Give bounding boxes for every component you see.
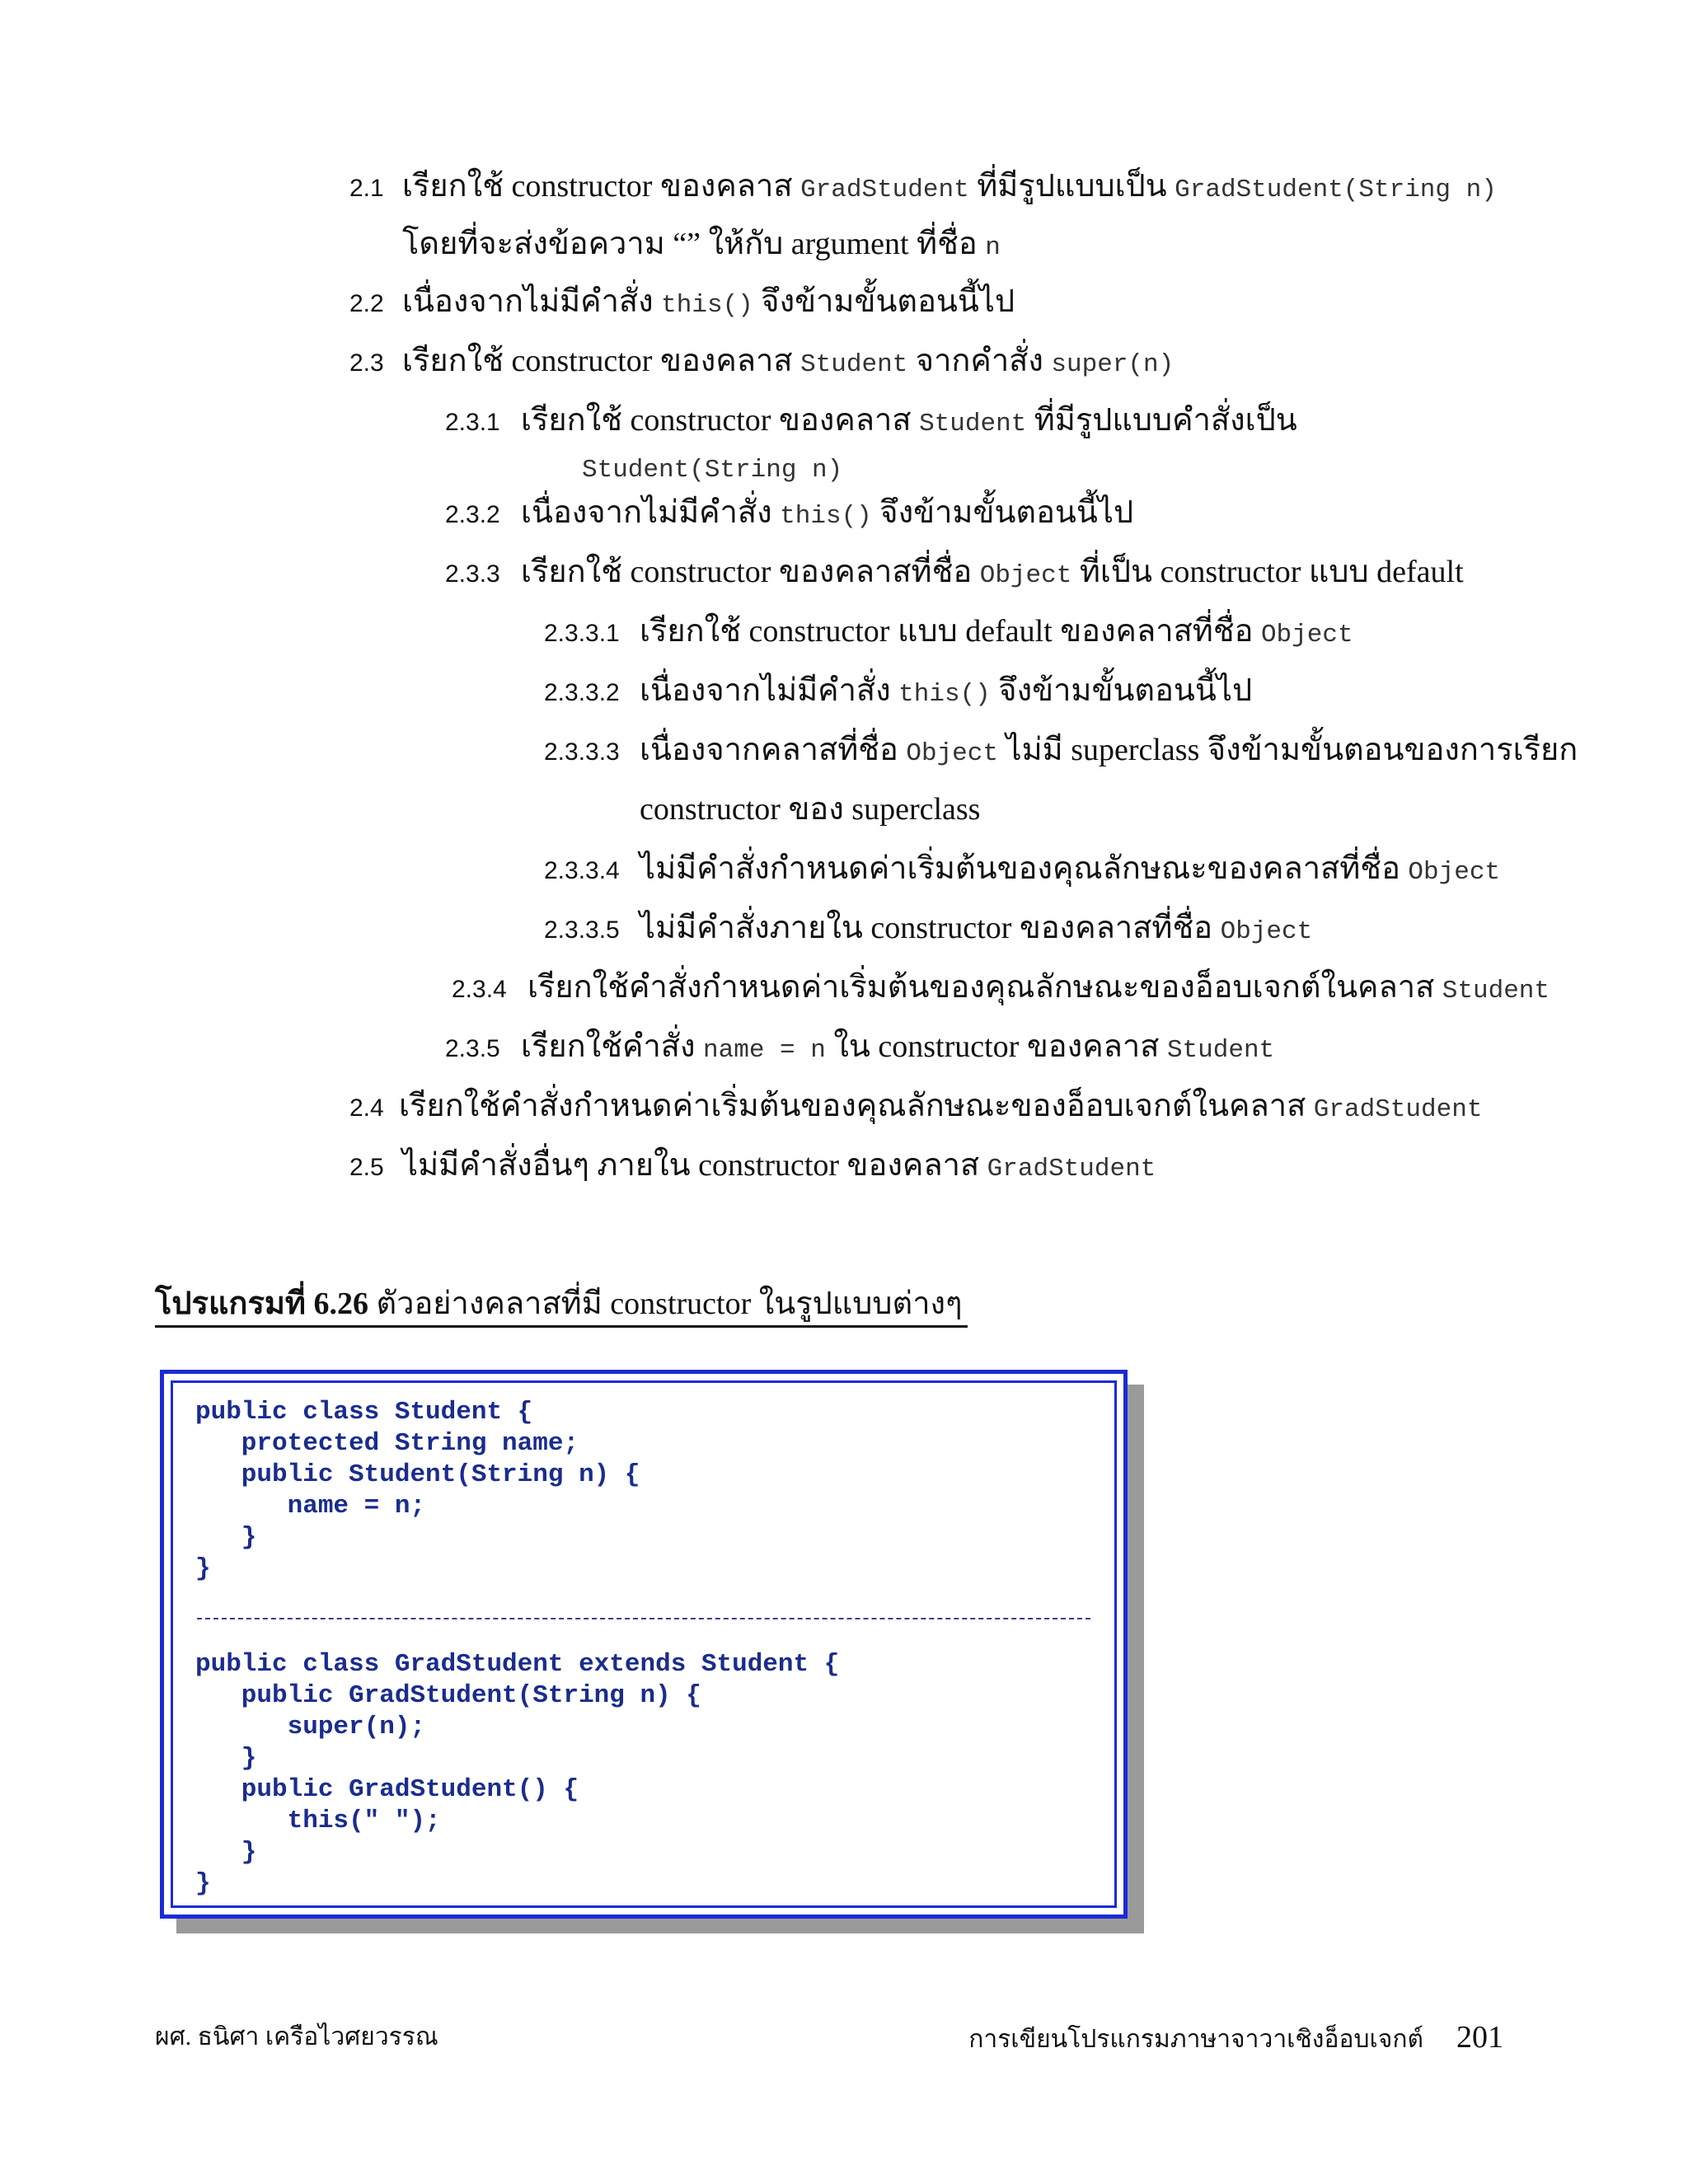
step-2-2 <box>349 280 1015 327</box>
step-text: ที่มีรูปแบบเป็น <box>968 169 1175 204</box>
step-2-3-3-3-cont <box>640 788 980 831</box>
footer-book-title: การเขียนโปรแกรมภาษาจาวาเชิงอ็อบเจกต์ <box>968 2026 1423 2053</box>
inline-code: Student <box>800 350 908 379</box>
code-line: public GradStudent() { <box>195 1775 579 1804</box>
step-text: เรียกใช้ constructor แบบ default ของคลาสที่ชื่อ <box>640 614 1261 649</box>
step-text: ที่เป็น constructor แบบ default <box>1071 555 1464 589</box>
code-line: public class GradStudent extends Student { <box>195 1650 840 1679</box>
step-text: เนื่องจากคลาสที่ชื่อ <box>640 733 907 767</box>
step-text: ไม่มีคำสั่งภายใน constructor ของคลาสที่ชื่อ <box>640 911 1221 945</box>
code-line: this(" "); <box>195 1807 441 1835</box>
step-text: เนื่องจากไม่มีคำสั่ง <box>402 284 662 319</box>
code-line: public GradStudent(String n) { <box>195 1681 701 1710</box>
step-text: จึงข้ามขั้นตอนนี้ไป <box>871 495 1134 530</box>
step-number: 2.5 <box>349 1154 384 1181</box>
inline-code: Object <box>906 739 998 768</box>
step-2-3-3 <box>445 551 1464 598</box>
step-text: จึงข้ามขั้นตอนนี้ไป <box>990 673 1253 708</box>
step-number: 2.3.3.4 <box>544 857 620 884</box>
step-2-3-3-3 <box>544 729 1578 776</box>
inline-code: n <box>985 233 1001 262</box>
inline-code: Student <box>1166 1036 1275 1065</box>
step-number: 2.3.3.1 <box>544 620 620 647</box>
code-line: super(n); <box>195 1713 426 1741</box>
footer-author: ผศ. ธนิศา เครือไวศยวรรณ <box>155 2023 438 2050</box>
step-2-4 <box>349 1085 1482 1132</box>
code-line: } <box>195 1744 257 1773</box>
caption-text: ตัวอย่างคลาสที่มี constructor ในรูปแบบต่างๆ <box>368 1286 963 1321</box>
step-text: ไม่มีคำสั่งอื่นๆ ภายใน constructor ของคลาส <box>402 1148 987 1183</box>
code-line: } <box>195 1869 211 1898</box>
code-line: public Student(String n) { <box>195 1460 640 1489</box>
step-2-3-2 <box>445 491 1133 538</box>
code-line: } <box>195 1554 211 1583</box>
inline-code: this() <box>898 680 991 709</box>
step-2-3-1-cont <box>582 445 842 492</box>
inline-code: Student <box>1442 977 1550 1005</box>
page-number: 201 <box>1456 2020 1503 2055</box>
step-text: เรียกใช้คำสั่งกำหนดค่าเริ่มต้นของคุณลักษณะของอ็อบเจกต์ในคลาส <box>528 970 1442 1005</box>
step-2-3-1 <box>445 399 1297 446</box>
step-text: เรียกใช้คำสั่งกำหนดค่าเริ่มต้นของคุณลักษณะของอ็อบเจกต์ในคลาส <box>399 1089 1314 1123</box>
step-text: จากคำสั่ง <box>907 344 1052 378</box>
step-text: ไม่มีคำสั่งกำหนดค่าเริ่มต้นของคุณลักษณะของคลาสที่ชื่อ <box>640 851 1409 886</box>
code-line: } <box>195 1838 257 1867</box>
step-2-1-cont <box>402 223 1001 269</box>
inline-code: Student(String n) <box>582 456 843 485</box>
code-line: name = n; <box>195 1492 426 1521</box>
code-line: } <box>195 1523 257 1552</box>
step-text: ใน constructor ของคลาส <box>825 1029 1167 1064</box>
step-number: 2.3.4 <box>452 976 507 1003</box>
inline-code: GradStudent <box>1313 1095 1483 1124</box>
step-number: 2.1 <box>349 175 384 202</box>
caption-label: โปรแกรมที่ 6.26 <box>155 1286 368 1321</box>
step-number: 2.3.3.3 <box>544 738 620 766</box>
inline-code: GradStudent <box>987 1155 1156 1183</box>
step-text: เรียกใช้ constructor ของคลาส <box>402 344 801 378</box>
inline-code: GradStudent(String n) <box>1175 176 1497 204</box>
inline-code: Object <box>979 561 1072 590</box>
step-text: ไม่มี superclass จึงข้ามขั้นตอนของการเรียก <box>997 733 1578 767</box>
step-2-3-5 <box>445 1025 1274 1072</box>
step-number: 2.3.3 <box>445 560 500 588</box>
step-text: เนื่องจากไม่มีคำสั่ง <box>640 673 899 708</box>
inline-code: GradStudent <box>800 176 969 204</box>
inline-code: name = n <box>703 1036 826 1065</box>
step-number: 2.3.3.5 <box>544 916 620 944</box>
step-2-3-3-5 <box>544 907 1312 954</box>
inline-code: super(n) <box>1051 350 1175 379</box>
step-text: ที่มีรูปแบบคำสั่งเป็น <box>1026 403 1297 438</box>
code-box <box>160 1370 1128 1919</box>
step-text: เนื่องจากไม่มีคำสั่ง <box>521 495 781 530</box>
step-number: 2.4 <box>349 1094 384 1122</box>
class-separator <box>197 1618 1090 1619</box>
step-text: เรียกใช้ constructor ของคลาส <box>521 403 920 438</box>
step-number: 2.3.1 <box>445 409 500 436</box>
inline-code: Object <box>1220 917 1313 946</box>
step-text: จึงข้ามขั้นตอนนี้ไป <box>753 284 1015 319</box>
step-2-3-3-1 <box>544 610 1353 657</box>
step-2-3-4 <box>452 966 1550 1013</box>
step-number: 2.3.5 <box>445 1035 500 1062</box>
inline-code: this() <box>780 502 872 531</box>
inline-code: Student <box>919 410 1027 438</box>
step-text: เรียกใช้คำสั่ง <box>521 1029 704 1064</box>
step-number: 2.3.3.2 <box>544 679 620 706</box>
step-number: 2.2 <box>349 290 384 317</box>
step-text: เรียกใช้ constructor ของคลาสที่ชื่อ <box>521 555 980 589</box>
step-text: เรียกใช้ constructor ของคลาส <box>402 169 801 204</box>
step-2-3-3-4 <box>544 847 1500 894</box>
code-line: protected String name; <box>195 1429 579 1458</box>
program-caption <box>155 1282 968 1328</box>
code-line: public class Student { <box>195 1398 533 1427</box>
step-text: โดยที่จะส่งข้อความ “” ให้กับ argument ที่ชื่อ <box>402 227 986 261</box>
step-text: constructor ของ superclass <box>640 792 981 827</box>
inline-code: Object <box>1408 858 1501 887</box>
step-2-1 <box>349 165 1497 212</box>
step-2-5 <box>349 1144 1156 1191</box>
inline-code: this() <box>661 291 753 320</box>
step-2-3 <box>349 340 1174 387</box>
step-number: 2.3.2 <box>445 501 500 528</box>
step-2-3-3-2 <box>544 669 1252 716</box>
inline-code: Object <box>1260 621 1353 649</box>
footer-right <box>968 2021 1503 2056</box>
step-number: 2.3 <box>349 349 384 377</box>
